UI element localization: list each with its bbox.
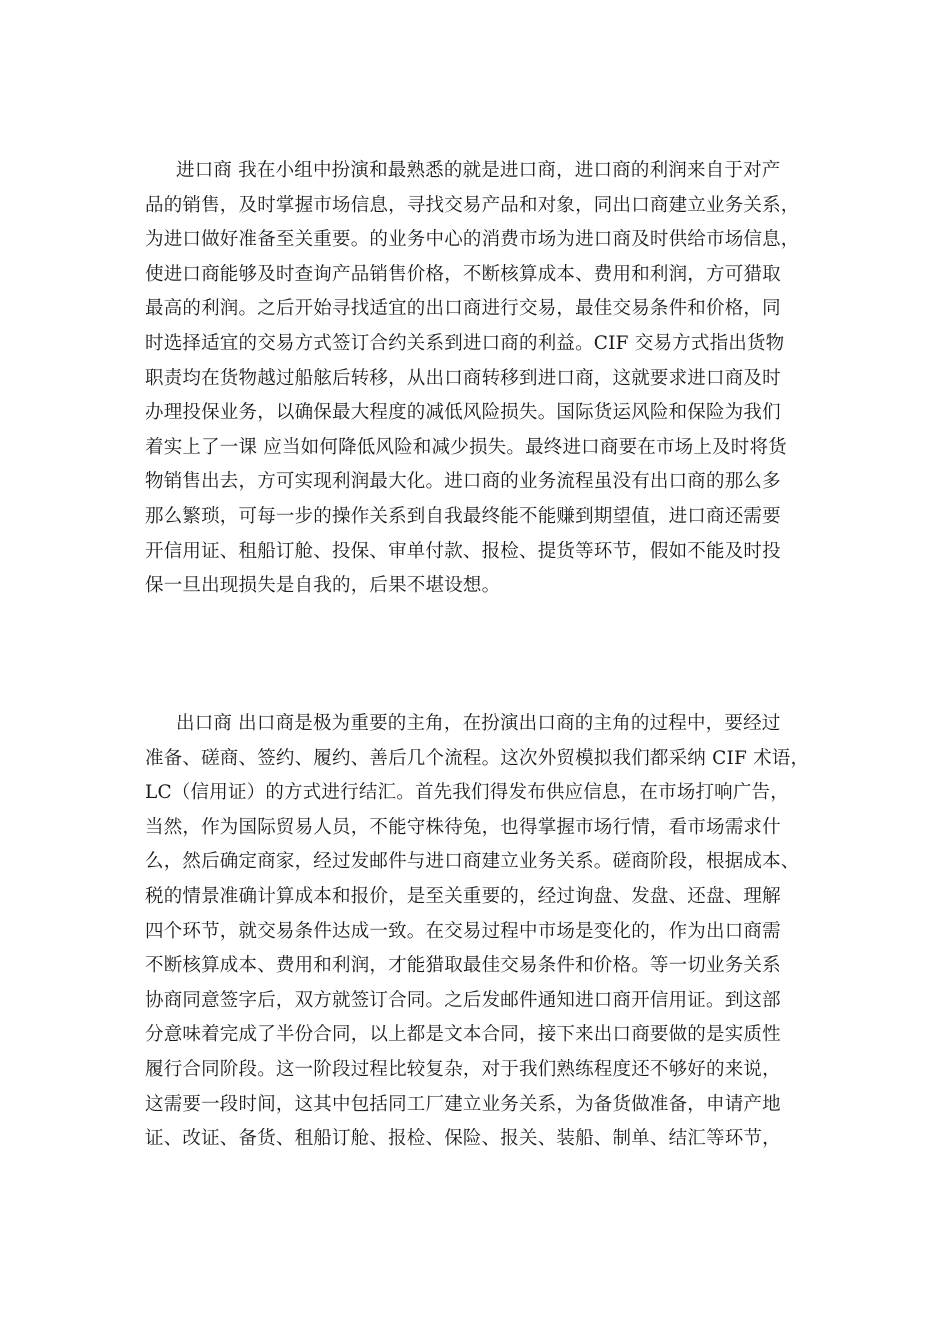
paragraph-line: 进口商 我在小组中扮演和最熟悉的就是进口商，进口商的利润来自于对产 — [176, 160, 781, 181]
paragraph-line: 么，然后确定商家，经过发邮件与进口商建立业务关系。磋商阶段，根据成本、 — [145, 851, 800, 873]
paragraph-line: 最高的利润。之后开始寻找适宜的出口商进行交易，最佳交易条件和价格，同 — [145, 298, 781, 320]
paragraph-line: 那么繁琐，可每一步的操作关系到自我最终能不能赚到期望值，进口商还需要 — [145, 505, 781, 527]
paragraph-line: 品的销售，及时掌握市场信息，寻找交易产品和对象，同出口商建立业务关系， — [145, 194, 800, 216]
paragraph-line: 职责均在货物越过船舷后转移，从出口商转移到进口商，这就要求进口商及时 — [145, 367, 781, 389]
paragraph-line: 着实上了一课 应当如何降低风险和减少损失。最终进口商要在市场上及时将货 — [145, 436, 787, 458]
paragraph-line: 协商同意签字后，双方就签订合同。之后发邮件通知进口商开信用证。到这部 — [145, 989, 781, 1011]
importer-paragraph — [145, 154, 815, 604]
paragraph-line: 物销售出去，方可实现利润最大化。进口商的业务流程虽没有出口商的那么多 — [145, 471, 781, 493]
paragraph-line: 税的情景准确计算成本和报价，是至关重要的，经过询盘、发盘、还盘、理解 — [145, 885, 781, 907]
paragraph-line: 这需要一段时间，这其中包括同工厂建立业务关系，为备货做准备，申请产地 — [145, 1093, 781, 1115]
paragraph-line: 开信用证、租船订舱、投保、审单付款、报检、提货等环节，假如不能及时投 — [145, 540, 781, 562]
paragraph-line: 保一旦出现损失是自我的，后果不堪设想。 — [145, 575, 501, 597]
paragraph-line: 不断核算成本、费用和利润，才能猎取最佳交易条件和价格。等一切业务关系 — [145, 955, 781, 977]
paragraph-line: 时选择适宜的交易方式签订合约关系到进口商的利益。CIF 交易方式指出货物 — [145, 332, 785, 354]
paragraph-line: LC（信用证）的方式进行结汇。首先我们得发布供应信息，在市场打响广告， — [145, 782, 789, 804]
paragraph-line: 当然，作为国际贸易人员，不能守株待兔，也得掌握市场行情，看市场需求什 — [145, 816, 781, 838]
paragraph-line: 证、改证、备货、租船订舱、报检、保险、报关、装船、制单、结汇等环节， — [145, 1128, 781, 1150]
paragraph-line: 出口商 出口商是极为重要的主角，在扮演出口商的主角的过程中，要经过 — [176, 713, 781, 734]
paragraph-line: 准备、磋商、签约、履约、善后几个流程。这次外贸模拟我们都采纳 CIF 术语， — [145, 747, 810, 769]
paragraph-line: 四个环节，就交易条件达成一致。在交易过程中市场是变化的，作为出口商需 — [145, 920, 781, 942]
exporter-paragraph — [145, 707, 815, 1157]
paragraph-line: 分意味着完成了半份合同，以上都是文本合同，接下来出口商要做的是实质性 — [145, 1024, 781, 1046]
paragraph-line: 为进口做好准备至关重要。的业务中心的消费市场为进口商及时供给市场信息， — [145, 229, 800, 251]
paragraph-line: 办理投保业务，以确保最大程度的减低风险损失。国际货运风险和保险为我们 — [145, 402, 781, 424]
paragraph-line: 使进口商能够及时查询产品销售价格，不断核算成本、费用和利润，方可猎取 — [145, 263, 781, 285]
paragraph-line: 履行合同阶段。这一阶段过程比较复杂，对于我们熟练程度还不够好的来说， — [145, 1058, 781, 1080]
